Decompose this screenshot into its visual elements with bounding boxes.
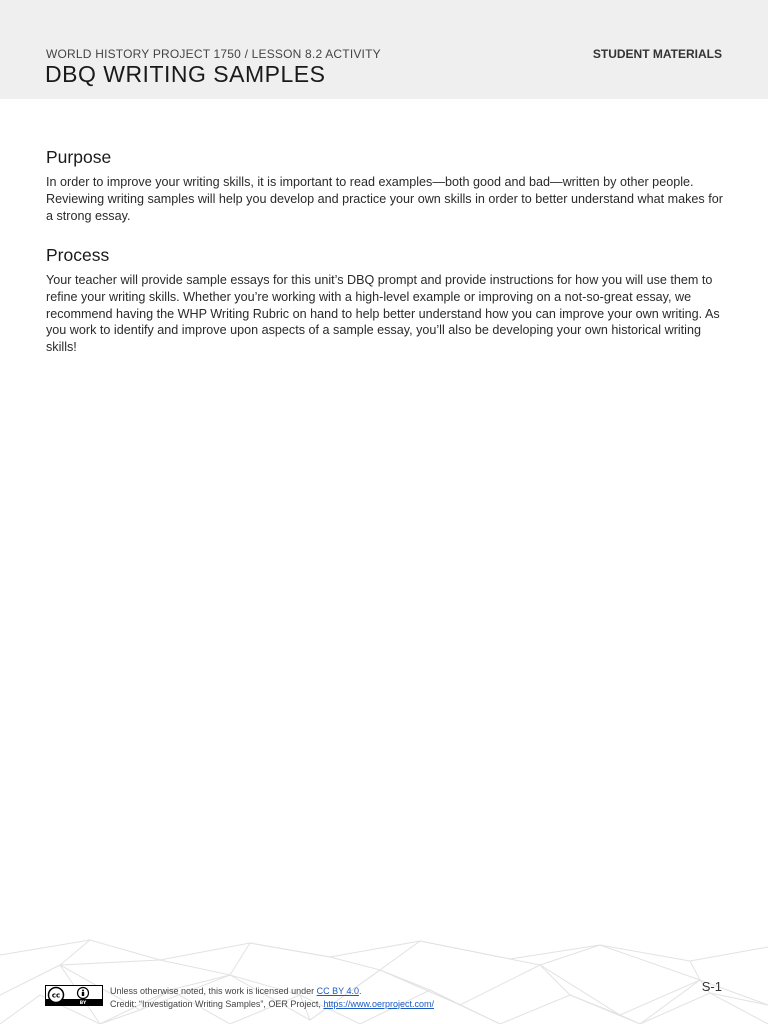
credit-prefix: Credit: “Investigation Writing Samples”, OER Project, [110, 998, 324, 1009]
license-suffix: . [358, 986, 362, 996]
oer-project-link[interactable]: https://www.oerproject.com/ [323, 998, 434, 1009]
credit-line [110, 998, 434, 1011]
page-header [0, 0, 768, 99]
student-materials-label: STUDENT MATERIALS [592, 47, 722, 61]
cc-by-badge[interactable] [45, 985, 103, 1006]
purpose-body: In order to improve your writing skills, it is important to read examples—both good and bad—written by other people. Reviewing writing samples will help you develop and practice your own skills in order to better understand what makes for a strong essay. [46, 175, 723, 223]
process-section [46, 245, 726, 356]
svg-text:BY: BY [79, 1001, 87, 1005]
license-line [110, 985, 434, 998]
course-kicker: WORLD HISTORY PROJECT 1750 / LESSON 8.2 ACTIVITY [46, 47, 381, 61]
page-title: DBQ WRITING SAMPLES [45, 61, 326, 87]
process-body: Your teacher will provide sample essays for this unit’s DBQ prompt and provide instructions for how you will use them to refine your writing skills. Whether you’re working with a high-level example or improving on a not-so-great essay, we recommend having the WHP Writing Rubric on hand to help better understand how you can improve your own writing. As you work to identify and improve upon aspects of a sample essay, you’ll also be developing your own historical writing skills! [46, 273, 720, 355]
footer-polygon-pattern [0, 935, 768, 1024]
svg-text:cc: cc [51, 991, 61, 1000]
license-link[interactable]: CC BY 4.0 [316, 986, 359, 996]
purpose-heading: Purpose [46, 147, 112, 167]
license-notice [110, 985, 434, 1010]
page-number: S-1 [701, 979, 722, 994]
purpose-section [46, 147, 726, 224]
process-heading: Process [46, 245, 110, 265]
license-prefix: Unless otherwise noted, this work is licensed under [110, 986, 317, 996]
